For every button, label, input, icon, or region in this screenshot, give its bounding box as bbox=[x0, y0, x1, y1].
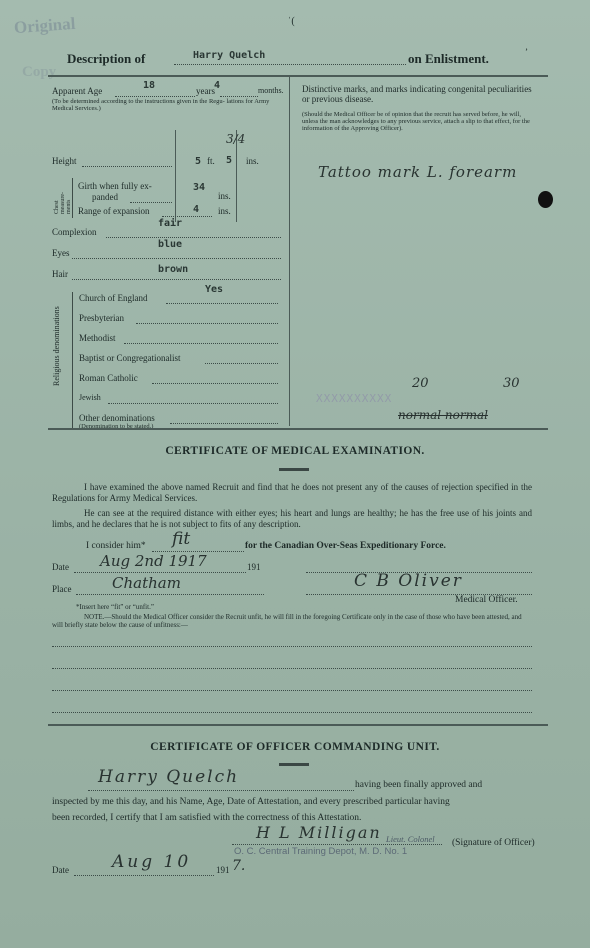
copy-stamp: Copy bbox=[22, 64, 57, 80]
commanding-line-1: having been finally approved and bbox=[355, 780, 483, 790]
vision-right: 30 bbox=[503, 376, 520, 391]
medical-year-prefix: 191 bbox=[247, 562, 261, 572]
place-value: Chatham bbox=[112, 574, 181, 592]
years-label: years bbox=[196, 86, 215, 96]
commanding-line-3: been recorded, I certify that I am satisfied with the correctness of this Attestation. bbox=[52, 813, 362, 823]
header-rule bbox=[48, 75, 548, 77]
rank-stamp: Lieut. Colonel bbox=[386, 834, 435, 844]
eyes-value: blue bbox=[158, 239, 183, 250]
marks-title: Distinctive marks, and marks indicating congenital peculiarities or previous disease. bbox=[302, 84, 532, 104]
header-title-left: Description of bbox=[67, 51, 146, 66]
age-note: (To be determined according to the instructions given in the Regu- lations for Army Medical Services.) bbox=[52, 98, 270, 112]
apparent-age-label: Apparent Age bbox=[52, 86, 103, 96]
religion-label-2: Methodist bbox=[79, 333, 116, 343]
vision-stamp: XXXXXXXXXX bbox=[316, 392, 393, 405]
religion-label-5: Jewish bbox=[79, 393, 101, 402]
range-label: Range of expansion bbox=[78, 206, 150, 216]
recruit-name: Harry Quelch bbox=[193, 50, 266, 61]
consider-value: fit bbox=[172, 529, 191, 549]
range-ins-label: ins. bbox=[218, 206, 231, 216]
medical-date-label: Date bbox=[52, 562, 69, 572]
age-months: 4 bbox=[214, 80, 221, 91]
religion-label-1: Presbyterian bbox=[79, 313, 124, 323]
header-title-right: on Enlistment. bbox=[408, 51, 489, 66]
height-ins-label: ins. bbox=[246, 156, 259, 166]
commanding-line-2: inspected by me this day, and his Name, Age, Date of Attestation, and every prescribed particular having bbox=[52, 797, 450, 807]
height-label: Height bbox=[52, 156, 77, 166]
consider-suffix: for the Canadian Over-Seas Expeditionary Force. bbox=[245, 541, 446, 551]
attestation-page: Original Copy ˈ( Description of Harry Quelch on Enlistment. ’ Apparent Age 18 years 4 months. (To be determined according to the instructions given in the Regu- lations for Army Medical Services.) Height 5 ft. 5 3/4 ins. Chest measure- ments Girth when fully ex- panded 34 ins. Range of expansion 4 ins. Complexion fair Eyes blue Hair brown Religious denominations Church of England Yes Presbyterian Methodist Baptist or Congregationalist Roman Catholic Jewish Other denominations (Denomination to be stated.) Distinctive marks, and marks indicating congenital peculiarities or previous disease. (Should the Medical Officer be of opinion that the recruit has served before, he will, unless the man acknowledges to any previous service, attach a slip to that effect, for the information of the Approving Officer). Tattoo mark L. forearm 20 30 XXXXXXXXXX normal normal CERTIFICATE OF MEDICAL EXAMINATION. I have examined the above named Recruit and find that he does not present any of the causes of rejection specified in the Regulations for Army Medical Services. He can see at the required distance with either eyes; his heart and lungs are healthy; he has the free use of his joints and limbs, and he declares that he is not subject to fits of any description. I consider him* fit for the Canadian Over-Seas Expeditionary Force. Date Aug 2nd 1917 191 Place Chatham C B Oliver Medical Officer. *Insert here “fit” or “unfit.” NOTE.—Should the Medical Officer consider the Recruit unfit, he will fill in the foregoing Certificate only in the case of those who have been attested, and will briefly state below the cause of unfitness:— CERTIFICATE OF OFFICER COMMANDING UNIT. Harry Quelch having been finally approved and inspected by me this day, and his Name, Age, Date of Attestation, and every prescribed particular having been recorded, I certify that I am satisfied with the correctness of this Attestation. H L Milligan Lieut. Colonel O. C. Central Training Depot, M. D. No. 1 (Signature of Officer) Date Aug 10 191 7. bbox=[0, 0, 590, 948]
unit-stamp: O. C. Central Training Depot, M. D. No. 1 bbox=[234, 846, 408, 857]
original-stamp: Original bbox=[13, 13, 76, 38]
range-value: 4 bbox=[193, 204, 200, 215]
column-divider bbox=[289, 76, 290, 426]
vision-left: 20 bbox=[412, 376, 429, 391]
girth-label-2: panded bbox=[92, 192, 118, 202]
height-inches: 5 bbox=[226, 155, 233, 166]
complexion-value: fair bbox=[158, 218, 183, 229]
ink-blot bbox=[538, 191, 553, 208]
religion-value-0: Yes bbox=[205, 284, 224, 295]
medical-title: CERTIFICATE OF MEDICAL EXAMINATION. bbox=[165, 445, 425, 457]
height-feet: 5 bbox=[195, 156, 202, 167]
top-mark: ˈ( bbox=[288, 16, 295, 27]
insert-note: *Insert here “fit” or “unfit.” bbox=[76, 603, 154, 611]
medical-date-value: Aug 2nd 1917 bbox=[100, 552, 207, 570]
medical-signature: C B Oliver bbox=[354, 571, 463, 591]
religion-label-6: Other denominations bbox=[79, 413, 155, 423]
commanding-title: CERTIFICATE OF OFFICER COMMANDING UNIT. bbox=[150, 741, 440, 753]
commanding-year-suffix: 7. bbox=[232, 858, 246, 874]
medical-note: NOTE.—Should the Medical Officer consider the Recruit unfit, he will fill in the foregoing Certificate only in the case of those who have been attested, and will briefly state below the cause of unfitness:— bbox=[52, 613, 522, 629]
girth-label-1: Girth when fully ex- bbox=[78, 181, 152, 191]
hair-label: Hair bbox=[52, 269, 68, 279]
medical-officer-label: Medical Officer. bbox=[455, 595, 518, 605]
vision-normal: normal normal bbox=[398, 408, 488, 422]
chest-label: Chest measure- ments bbox=[54, 192, 72, 214]
name-line bbox=[174, 64, 406, 65]
medical-para-2: He can see at the required distance with either eyes; his heart and lungs are healthy; he has the free use of his joints and limbs, and he declares that he is not subject to fits of any description. bbox=[52, 508, 532, 529]
commanding-name-value: Harry Quelch bbox=[98, 767, 240, 787]
eyes-label: Eyes bbox=[52, 248, 70, 258]
place-label: Place bbox=[52, 584, 72, 594]
religion-label-3: Baptist or Congregationalist bbox=[79, 353, 181, 363]
marks-note: (Should the Medical Officer be of opinion that the recruit has served before, he will, unless the man acknowledges to any previous service, attach a slip to that effect, for the information of the Approving Officer). bbox=[302, 111, 530, 132]
ft-label: ft. bbox=[207, 156, 215, 166]
girth-ins-label: ins. bbox=[218, 191, 231, 201]
commanding-signature: H L Milligan bbox=[256, 823, 382, 842]
religious-label: Religious denominations bbox=[52, 306, 61, 386]
signature-of-officer-label: (Signature of Officer) bbox=[452, 838, 535, 848]
girth-value: 34 bbox=[193, 182, 206, 193]
complexion-label: Complexion bbox=[52, 227, 97, 237]
commanding-date-value: Aug 10 bbox=[112, 852, 192, 872]
months-label: months. bbox=[258, 86, 284, 95]
age-years: 18 bbox=[143, 80, 156, 91]
distinctive-marks-value: Tattoo mark L. forearm bbox=[318, 163, 518, 181]
commanding-date-label: Date bbox=[52, 865, 69, 875]
height-fraction: 3/4 bbox=[226, 132, 246, 146]
other-note: (Denomination to be stated.) bbox=[79, 423, 154, 430]
hair-value: brown bbox=[158, 264, 189, 275]
medical-para-1: I have examined the above named Recruit and find that he does not present any of the causes of rejection specified in the Regulations for Army Medical Services. bbox=[52, 482, 532, 503]
religion-label-4: Roman Catholic bbox=[79, 373, 138, 383]
religion-label-0: Church of England bbox=[79, 293, 148, 303]
commanding-year-prefix: 191 bbox=[216, 865, 230, 875]
consider-label: I consider him* bbox=[86, 541, 146, 551]
